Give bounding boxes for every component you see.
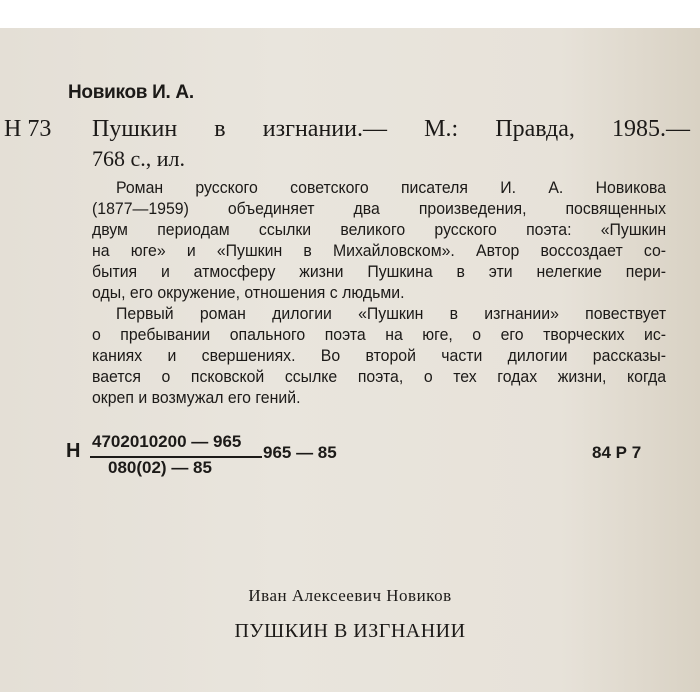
annotation-line: о пребывании опального поэта на юге, о его творческих ис- (92, 326, 667, 344)
index-denominator: 080(02) — 85 (108, 458, 212, 477)
annotation-line: окреп и возмужал его гений. (92, 389, 301, 407)
author-heading: Новиков И. А. (68, 82, 194, 103)
bbk-code: 84 Р 7 (592, 443, 642, 462)
title-line: Пушкин в изгнании.— М.: Правда, 1985.— (92, 116, 690, 142)
index-numerator: 4702010200 — 965 (92, 432, 242, 451)
annotation-line: бытия и атмосферу жизни Пушкина в эти нелегкие пери- (92, 263, 667, 281)
annotation-line: каниях и свершениях. Во второй части дилогии рассказы- (92, 347, 667, 365)
index-letter: Н (66, 440, 81, 462)
annotation-line: (1877—1959) объединяет два произведения, посвященных (92, 200, 667, 218)
footer-title: ПУШКИН В ИЗГНАНИИ (234, 620, 466, 642)
annotation-line: Роман русского советского писателя И. А. Новикова (116, 179, 667, 197)
footer-author: Иван Алексеевич Новиков (248, 586, 452, 605)
annotation-line: вается о псковской ссылке поэта, о тех годах жизни, когда (92, 368, 667, 386)
annotation-line: Первый роман дилогии «Пушкин в изгнании» повествует (116, 305, 667, 323)
annotation-line: двум периодам ссылки великого русского поэта: «Пушкин (92, 221, 667, 239)
index-suffix: 965 — 85 (263, 443, 337, 462)
catalog-code: Н 73 (4, 116, 52, 142)
pages-line: 768 с., ил. (92, 146, 186, 171)
annotation-line: оды, его окружение, отношения с людьми. (92, 284, 405, 302)
annotation-line: на юге» и «Пушкин в Михайловском». Автор воссоздает со- (92, 242, 667, 260)
